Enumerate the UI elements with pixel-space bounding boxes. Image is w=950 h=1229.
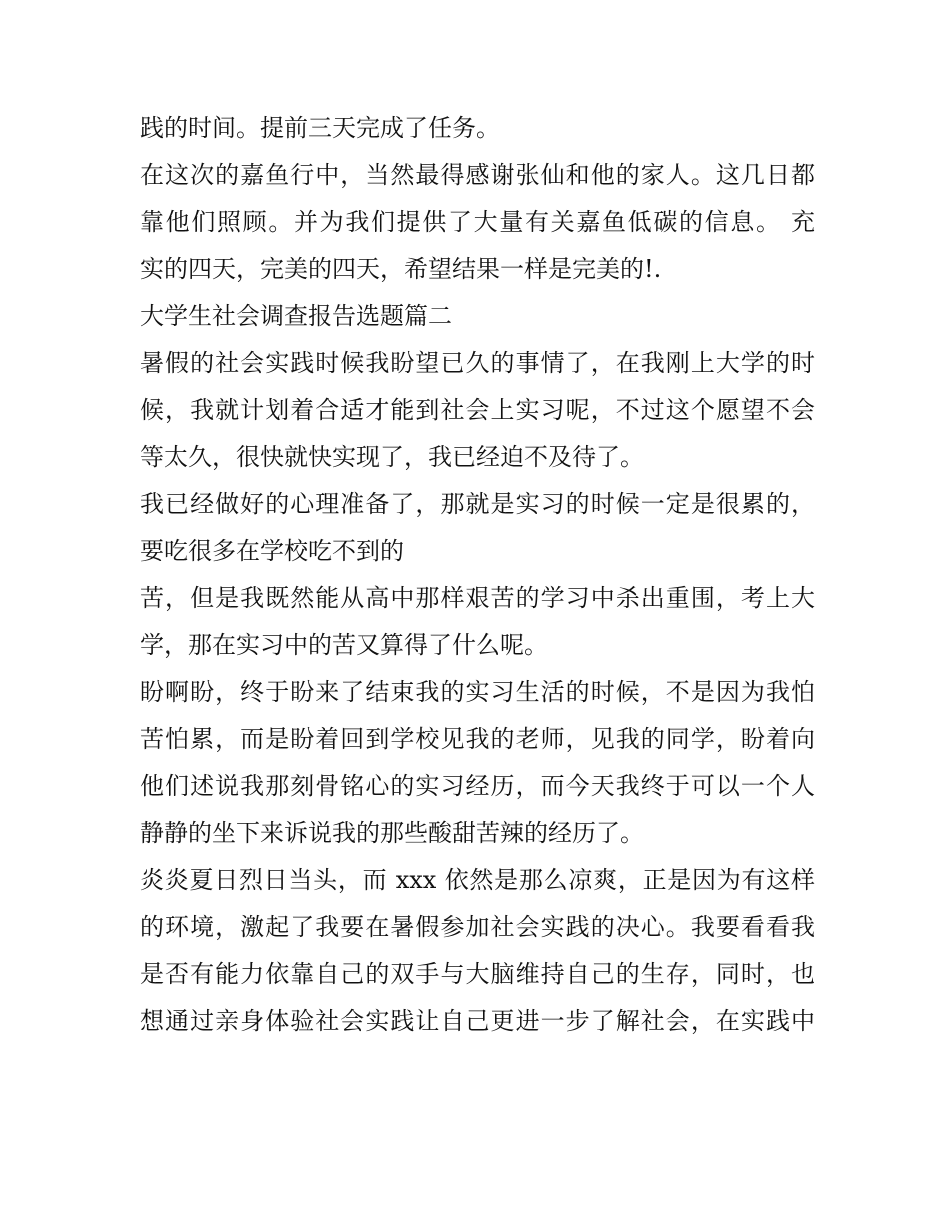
text-line: 苦怕累，而是盼着回到学校见我的老师，见我的同学，盼着向 — [140, 725, 815, 753]
text-line: 靠他们照顾。并为我们提供了大量有关嘉鱼低碳的信息。 充 — [140, 208, 815, 236]
text-line: 暑假的社会实践时候我盼望已久的事情了，在我刚上大学的时 — [140, 349, 815, 377]
text-line: 静静的坐下来诉说我的那些酸甜苦辣的经历了。 — [140, 819, 644, 847]
text-line: 实的四天，完美的四天，希望结果一样是完美的!. — [140, 255, 662, 283]
text-line: 要吃很多在学校吃不到的 — [140, 537, 404, 565]
text-line: 盼啊盼，终于盼来了结束我的实习生活的时候，不是因为我怕 — [140, 678, 815, 706]
text-line: 候，我就计划着合适才能到社会上实习呢，不过这个愿望不会 — [140, 396, 815, 424]
document-body — [140, 105, 815, 1045]
text-line: 是否有能力依靠自己的双手与大脑维持自己的生存，同时，也 — [140, 960, 815, 988]
text-line: 等太久，很快就快实现了，我已经迫不及待了。 — [140, 443, 644, 471]
text-line: 他们述说我那刻骨铭心的实习经历，而今天我终于可以一个人 — [140, 772, 815, 800]
text-line: 我已经做好的心理准备了，那就是实习的时候一定是很累的， — [140, 490, 815, 518]
text-line: 炎炎夏日烈日当头，而 xxx 依然是那么凉爽，正是因为有这样 — [140, 866, 815, 894]
text-line: 学，那在实习中的苦又算得了什么呢。 — [140, 631, 548, 659]
text-line: 在这次的嘉鱼行中，当然最得感谢张仙和他的家人。这几日都 — [140, 161, 815, 189]
text-line: 的环境，激起了我要在暑假参加社会实践的决心。我要看看我 — [140, 913, 815, 941]
section-heading: 大学生社会调查报告选题篇二 — [140, 302, 452, 330]
text-line: 苦，但是我既然能从高中那样艰苦的学习中杀出重围，考上大 — [140, 584, 815, 612]
text-line: 践的时间。提前三天完成了任务。 — [140, 114, 500, 142]
text-line: 想通过亲身体验社会实践让自己更进一步了解社会，在实践中 — [140, 1007, 815, 1035]
